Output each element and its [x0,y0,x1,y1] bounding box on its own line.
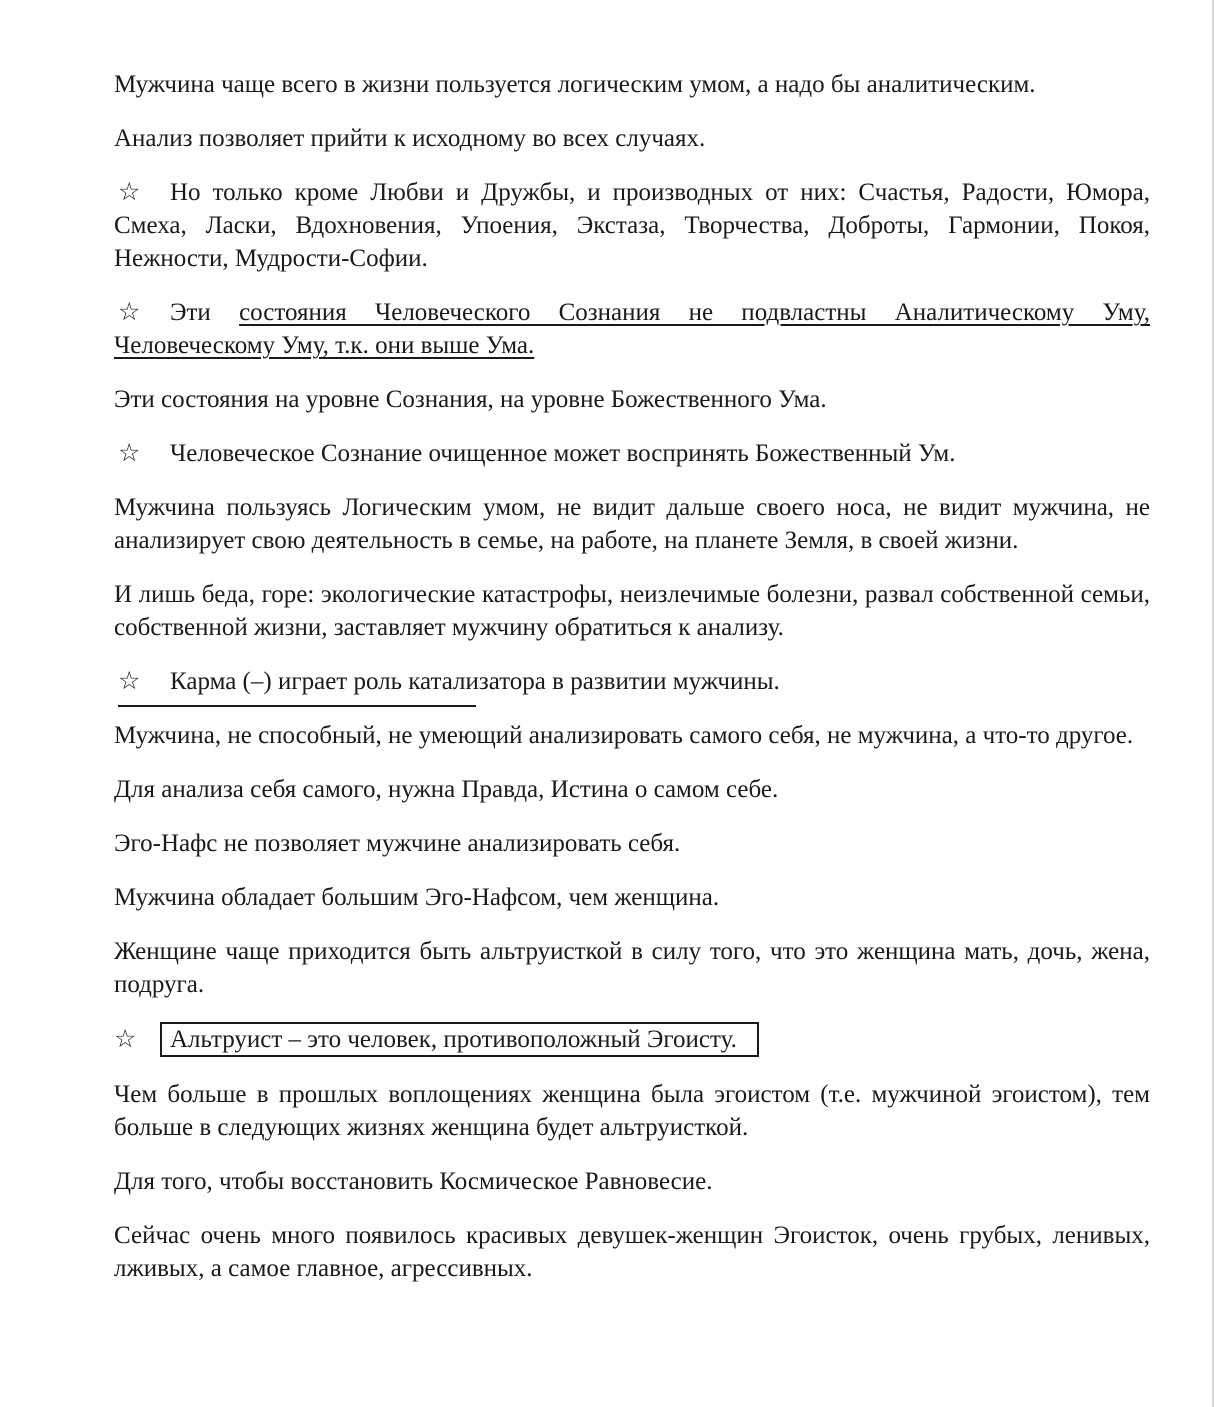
starred-paragraph [114,1022,1150,1057]
paragraph-text: Но только кроме Любви и Дружбы, и производных от них: Счастья, Радости, Юмора, Смеха, Ласки, Вдохновения, Упоения, Экстаза, Творчества, Доброты, Гармонии, Покоя, Нежности, Мудрости-Софии. [114,179,1150,272]
boxed-definition: Альтруист – это человек, противоположный Эгоисту. [160,1022,759,1057]
star-outline-icon: ☆ [118,668,141,695]
star-outline-icon: ☆ [114,1026,137,1053]
paragraph: Мужчина пользуясь Логическим умом, не видит дальше своего носа, не видит мужчина, не анализирует свою деятельность в семье, на работе, на планете Земля, в своей жизни. [114,494,1150,554]
underlined-text: состояния Человеческого Сознания не подвластны Аналитическому Уму, Человеческому Уму, т.к. они выше Ума. [114,299,1150,359]
star-outline-icon: ☆ [118,179,141,206]
star-outline-icon: ☆ [118,440,141,467]
starred-paragraph [114,665,1150,698]
paragraph: Чем больше в прошлых воплощениях женщина была эгоистом (т.е. мужчиной эгоистом), тем больше в следующих жизнях женщина будет альтруисткой. [114,1081,1150,1141]
paragraph-text: Эти [170,299,240,326]
paragraph-text: Человеческое Сознание очищенное может воспринять Божественный Ум. [170,440,956,467]
paragraph: Сейчас очень много появилось красивых девушек-женщин Эгоисток, очень грубых, ленивых, лживых, а самое главное, агрессивных. [114,1222,1150,1282]
paragraph-text: Карма (–) играет роль катализатора в развитии мужчины. [170,668,780,695]
paragraph: Женщине чаще приходится быть альтруисткой в силу того, что это женщина мать, дочь, жена, подруга. [114,938,1150,998]
paragraph: Для анализа себя самого, нужна Правда, Истина о самом себе. [114,776,779,803]
starred-paragraph [114,437,1150,470]
paragraph: Мужчина, не способный, не умеющий анализировать самого себя, не мужчина, а что-то другое. [114,722,1134,749]
starred-paragraph [114,296,1150,362]
document-page [114,68,1150,1306]
starred-paragraph [114,176,1150,275]
paragraph: Мужчина чаще всего в жизни пользуется логическим умом, а надо бы аналитическим. [114,71,1036,98]
paragraph: Мужчина обладает большим Эго-Нафсом, чем женщина. [114,884,720,911]
star-outline-icon: ☆ [118,299,141,326]
paragraph: Анализ позволяет прийти к исходному во всех случаях. [114,125,706,152]
paragraph: Эго-Нафс не позволяет мужчине анализировать себя. [114,830,681,857]
paragraph: Эти состояния на уровне Сознания, на уровне Божественного Ума. [114,386,827,413]
horizontal-rule [118,705,476,707]
paragraph: Для того, чтобы восстановить Космическое Равновесие. [114,1168,713,1195]
paragraph: И лишь беда, горе: экологические катастрофы, неизлечимые болезни, развал собственной семьи, собственной жизни, заставляет мужчину обратиться к анализу. [114,581,1150,641]
